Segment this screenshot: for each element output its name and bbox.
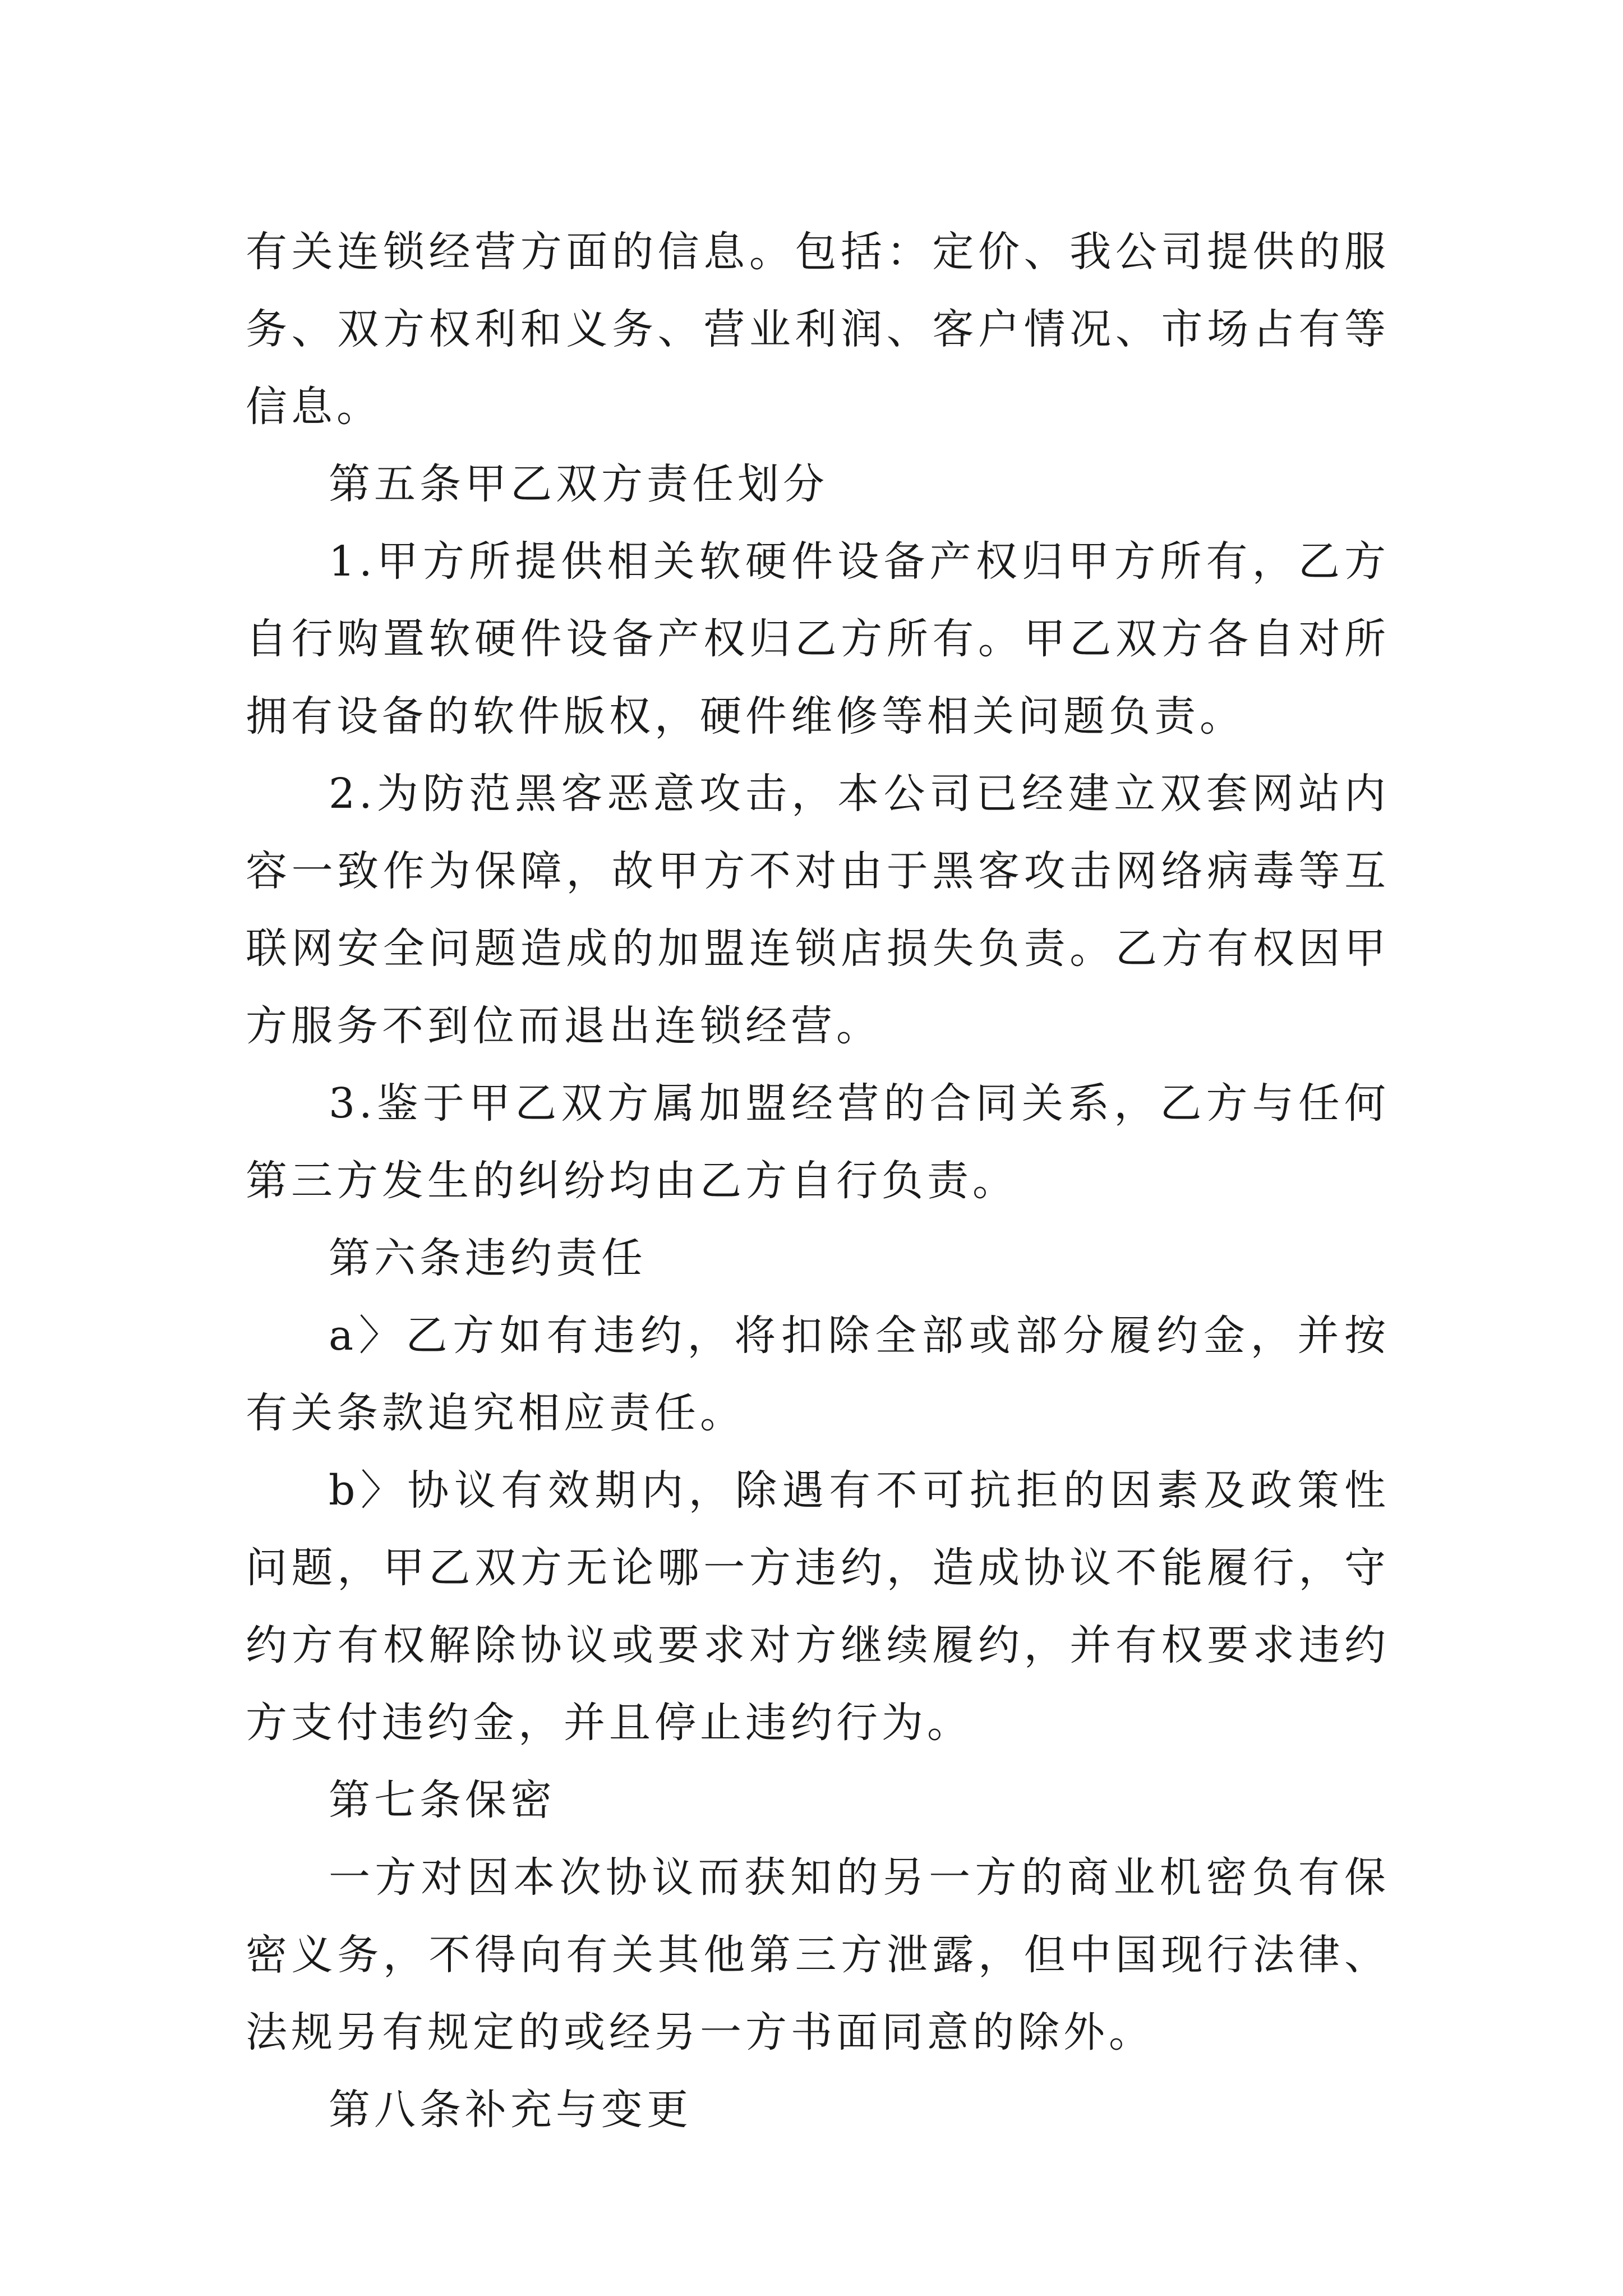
paragraph-continuation: 有关连锁经营方面的信息。包括：定价、我公司提供的服务、双方权利和义务、营业利润、客户情况、市场占有等信息。	[246, 228, 1390, 431]
paragraph-clause-a: a〉乙方如有违约，将扣除全部或部分履约金，并按有关条款追究相应责任。	[246, 1312, 1390, 1437]
section-heading-article-7: 第七条保密	[329, 1776, 556, 1824]
paragraph-clause-3: 3.鉴于甲乙双方属加盟经营的合同关系，乙方与任何第三方发生的纠纷均由乙方自行负责。	[246, 1079, 1390, 1205]
paragraph-clause-b: b〉协议有效期内，除遇有不可抗拒的因素及政策性问题，甲乙双方无论哪一方违约，造成协议不能履行，守约方有权解除协议或要求对方继续履约，并有权要求违约方支付违约金，并且停止违约行为。	[246, 1466, 1390, 1747]
section-heading-article-5: 第五条甲乙双方责任划分	[329, 460, 828, 508]
document-body	[246, 213, 1390, 2148]
paragraph-clause-1: 1.甲方所提供相关软硬件设备产权归甲方所有，乙方自行购置软硬件设备产权归乙方所有。甲乙双方各自对所拥有设备的软件版权，硬件维修等相关问题负责。	[246, 537, 1390, 740]
paragraph-confidentiality: 一方对因本次协议而获知的另一方的商业机密负有保密义务，不得向有关其他第三方泄露，但中国现行法律、法规另有规定的或经另一方书面同意的除外。	[246, 1853, 1390, 2056]
section-heading-article-8: 第八条补充与变更	[329, 2086, 692, 2134]
section-heading-article-6: 第六条违约责任	[329, 1234, 647, 1282]
paragraph-clause-2: 2.为防范黑客恶意攻击，本公司已经建立双套网站内容一致作为保障，故甲方不对由于黑客攻击网络病毒等互联网安全问题造成的加盟连锁店损失负责。乙方有权因甲方服务不到位而退出连锁经营。	[246, 770, 1390, 1050]
